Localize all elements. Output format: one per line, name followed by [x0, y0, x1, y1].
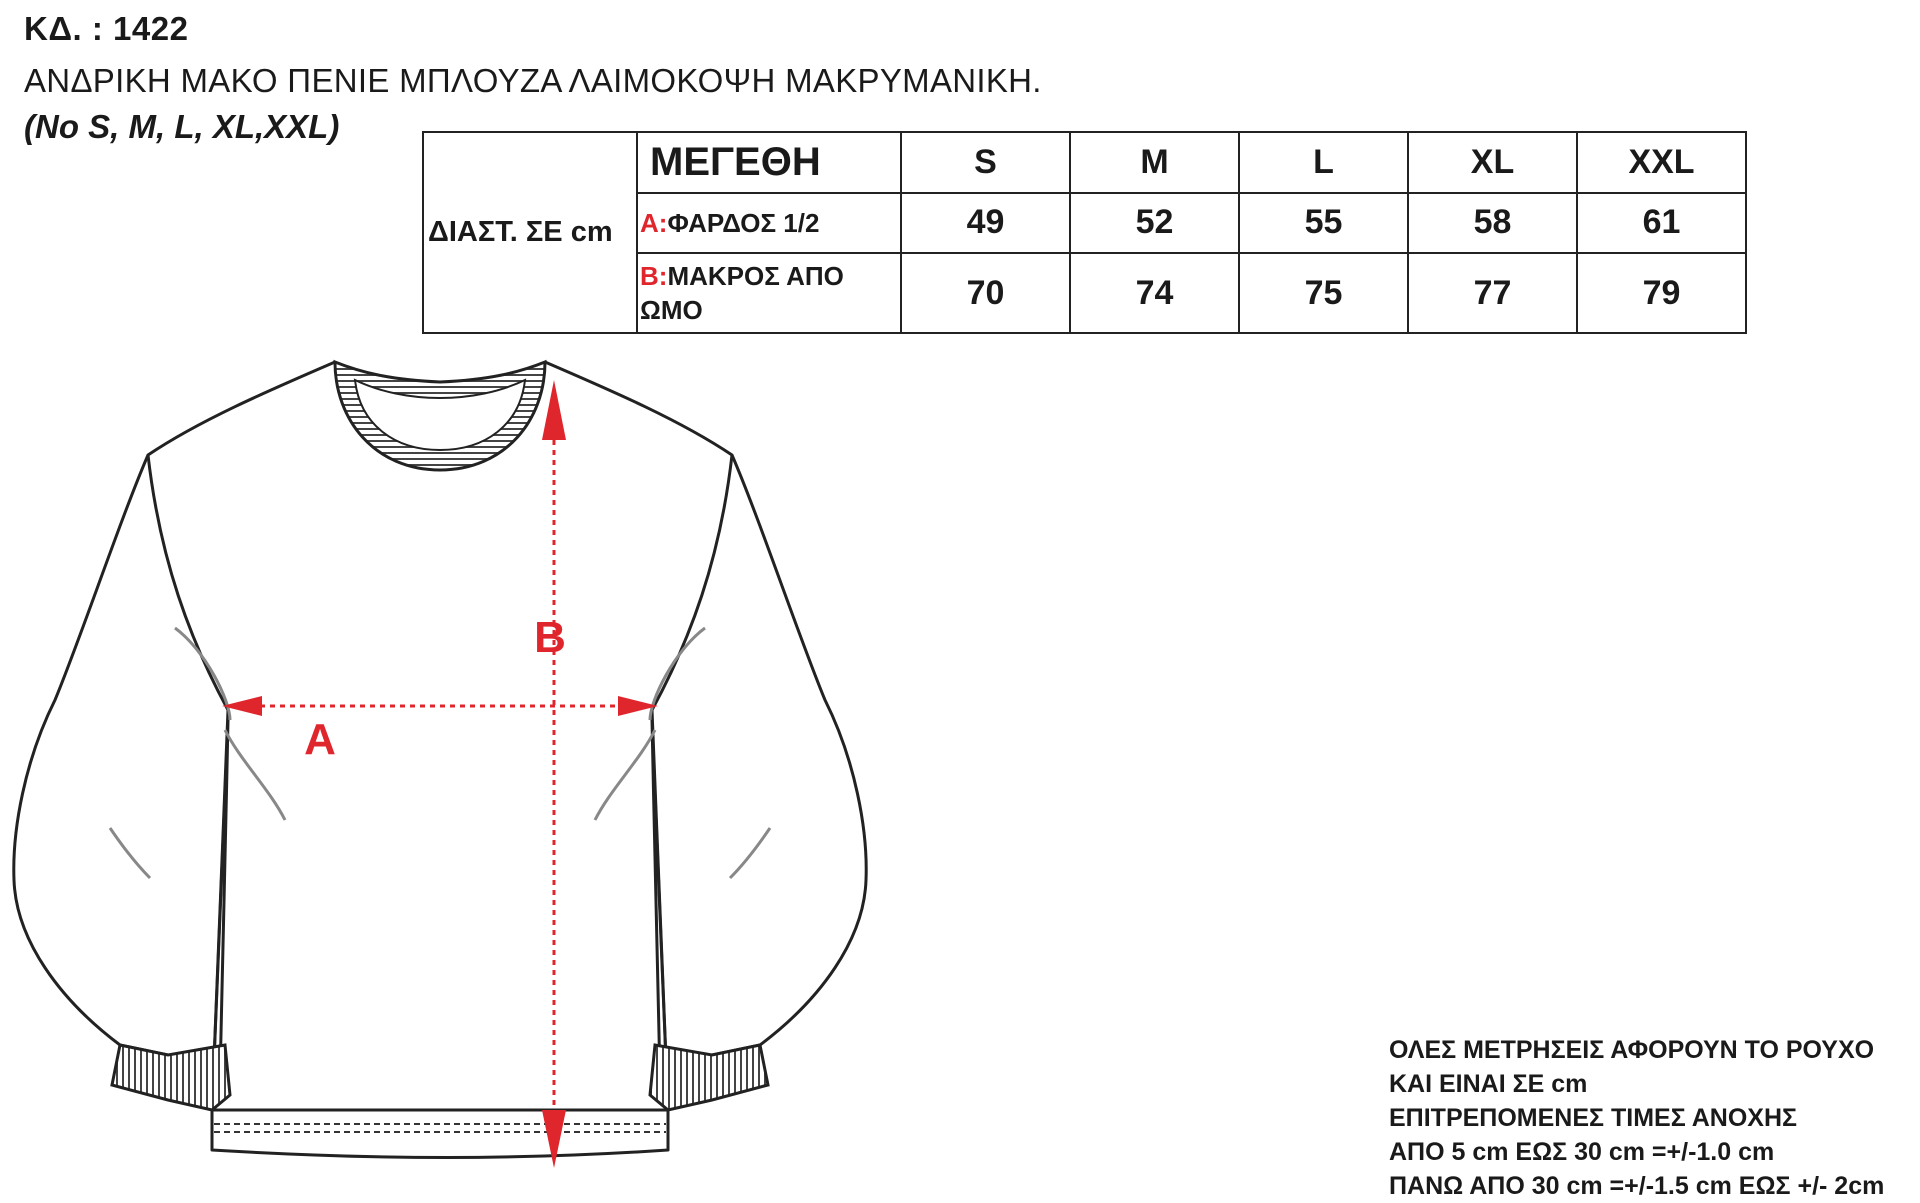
measure-b-label: B — [534, 613, 566, 662]
size-column-s: S — [901, 132, 1070, 193]
note-line: ΠΑΝΩ ΑΠΟ 30 cm =+/-1.5 cm ΕΩΣ +/- 2cm — [1389, 1172, 1885, 1200]
dimension-unit-label: ΔΙΑΣΤ. ΣΕ cm — [423, 132, 637, 333]
note-line: ΚΑΙ ΕΙΝΑΙ ΣΕ cm — [1389, 1070, 1588, 1098]
sweater-technical-drawing — [0, 340, 960, 1200]
table-cell: 70 — [901, 253, 1070, 333]
table-header-row — [423, 132, 1746, 193]
size-column-xl: XL — [1408, 132, 1577, 193]
sweater-outline — [14, 362, 866, 1158]
measurement-label-a — [637, 193, 901, 254]
table-cell: 49 — [901, 193, 1070, 254]
table-cell: 58 — [1408, 193, 1577, 254]
measurement-label-b — [637, 253, 901, 333]
size-chart-table — [422, 131, 1747, 334]
left-cuff — [112, 1045, 230, 1110]
size-column-l: L — [1239, 132, 1408, 193]
table-cell: 52 — [1070, 193, 1239, 254]
right-cuff — [650, 1045, 768, 1110]
measurement-name-b: ΜΑΚΡΟΣ ΑΠΟ ΩΜΟ — [640, 261, 844, 326]
table-cell: 61 — [1577, 193, 1746, 254]
size-column-m: M — [1070, 132, 1239, 193]
note-line: ΑΠΟ 5 cm ΕΩΣ 30 cm =+/-1.0 cm — [1389, 1138, 1775, 1166]
table-cell: 79 — [1577, 253, 1746, 333]
note-line: ΕΠΙΤΡΕΠΟΜΕΝΕΣ ΤΙΜΕΣ ΑΝΟΧΗΣ — [1389, 1104, 1797, 1132]
table-cell: 55 — [1239, 193, 1408, 254]
measurement-name-a: ΦΑΡΔΟΣ 1/2 — [667, 207, 820, 238]
measurement-key-a: A: — [640, 207, 668, 238]
product-description: ΑΝΔΡΙΚΗ ΜΑΚΟ ΠΕΝΙΕ ΜΠΛΟΥΖΑ ΛΑΙΜΟΚΟΨΗ ΜΑΚΡΥΜΑΝΙΚΗ. — [24, 62, 1042, 99]
tolerance-notes — [1389, 1033, 1884, 1203]
table-cell: 77 — [1408, 253, 1577, 333]
product-code: ΚΔ. : 1422 — [24, 10, 189, 47]
size-column-xxl: XXL — [1577, 132, 1746, 193]
available-sizes-note: (No S, M, L, XL,XXL) — [24, 108, 340, 145]
table-cell: 75 — [1239, 253, 1408, 333]
note-line: ΟΛΕΣ ΜΕΤΡΗΣΕΙΣ ΑΦΟΡΟΥΝ ΤΟ ΡΟΥΧΟ — [1389, 1036, 1875, 1064]
measurement-key-b: B: — [640, 261, 668, 292]
table-cell: 74 — [1070, 253, 1239, 333]
sizes-heading: ΜΕΓΕΘΗ — [637, 132, 901, 193]
measure-a-label: A — [304, 715, 336, 764]
